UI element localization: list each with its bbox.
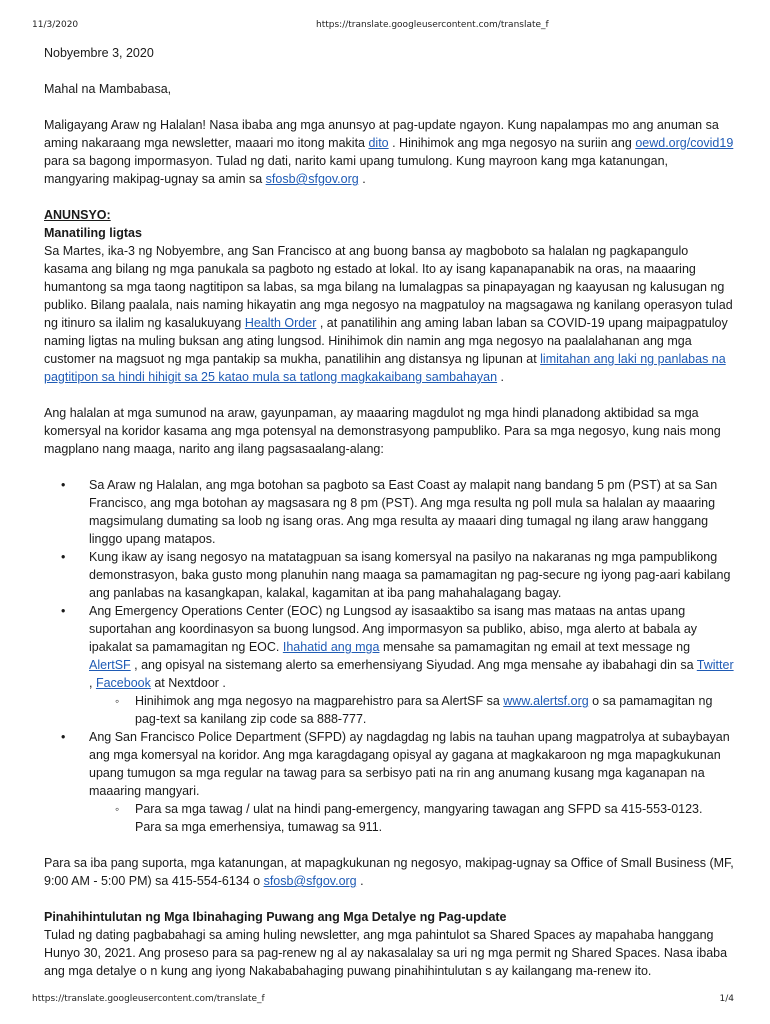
stay-safe-heading: Manatiling ligtas (44, 226, 142, 240)
contact-email-link[interactable]: sfosb@sfgov.org (265, 172, 359, 186)
announcements-heading: ANUNSYO: (44, 208, 111, 222)
non-emergency-text: Para sa mga tawag / ulat na hindi pang-emergency, mangyaring tawagan ang SFPD sa 415-553-0123. (135, 802, 703, 816)
support-text-1: Para sa iba pang suporta, mga katanungan, at mapagkukunan ng negosyo, makipag-ugnay sa Office of Small Business (MF, 9:00 AM - 5:00 PM) sa 415-554-6134 o (44, 856, 734, 888)
shared-spaces-paragraph: Tulad ng dating pagbabahagi sa aming huling newsletter, ang mga pahintulot sa Shared Spaces ay mapahaba hanggang Hunyo 30, 2021. Ang proseso para sa pag-renew ng al ay nakasalalay sa uri ng mga permit ng Shared Spaces. Nasa ibaba ang mga detalye o n kung ang iyong Nakababahaging puwang pinahihintulutan s ay kailangang ma-renew ito. (44, 928, 728, 978)
register-text-2: o sa pamamagitan ng pag-text sa kanilang zip code sa 888-777. (135, 694, 713, 726)
safe-text-2: , at panatilihin ang aming laban laban sa COVID-19 upang maipagpatuloy naming ligtas na muling buksan ang ating lungsod. Hinihimok din namin ang mga negosyo na paalalahanan ang mga customer na magsuot ng mga pantakip sa mukha, panatilihin ang distansya ng lipunan at (44, 316, 728, 366)
page-number: 1/4 (719, 994, 734, 1004)
support-paragraph (44, 854, 734, 890)
letter-date: Nobyembre 3, 2020 (44, 46, 154, 60)
intro-text-3: para sa bagong impormasyon. Tulad ng dati, narito kami upang tumulong. Kung mayroon kang mga katanungan, mangyaring makipag-ugnay sa amin sa (44, 154, 669, 186)
list-item-secure-property: • Kung ikaw ay isang negosyo na matatagpuan sa isang komersyal na pasilyo na nakaranas ng mga pampublikong demonstrasyon, baka gusto mong planuhin nang maaga sa pamamagitan ng pag-secure ng iyong pag-aari kabilang ang panlabas na kasangkapan, kalakal, kagamitan at iba pang mahahalagang bagay. (44, 548, 734, 602)
print-url: https://translate.googleusercontent.com/translate_f (316, 20, 549, 30)
print-date: 11/3/2020 (32, 20, 79, 30)
support-email-link[interactable]: sfosb@sfgov.org (263, 874, 357, 888)
intro-text-1: Maligayang Araw ng Halalan! Nasa ibaba ang mga anunsyo at pag-update ngayon. Kung napalampas mo ang anuman sa aming nakaraang mga newsletter, maaari mo itong makita (44, 118, 719, 150)
intro-paragraph (44, 116, 734, 188)
safe-text-1: Sa Martes, ika-3 ng Nobyembre, ang San Francisco at ang buong bansa ay magboboto sa halalan ng pagkapangulo kasama ang bilang ng mga panukala sa pagboto ng estado at lokal. Ito ay isang kapanapanabik na oras, na maaaring humantong sa mga taong nagtitipon sa labas, sa mga bilang na lumalagpas sa pinapayagan ng kaayusan ng kalusugan ng publiko. Bilang paalala, nais naming hikayatin ang mga negosyo na magpatuloy na magsagawa ng kanilang operasyon tulad ng itinuro sa ilalim ng kasalukuyang (44, 244, 733, 330)
footer-url: https://translate.googleusercontent.com/translate_f (32, 994, 265, 1004)
facebook-link[interactable]: Facebook (95, 676, 151, 690)
support-text-2: . (356, 874, 364, 888)
sfpd-text: Ang San Francisco Police Department (SFPD) ay nagdagdag ng labis na tauhan upang magpatrolya at subaybayan ang mga komersyal na koridor. Ang mga karagdagang opisyal ay gagana at magkakaroon ng mga mapagkukunan upang tumugon sa mga regular na tawag para sa serbisyo pati na rin ang anumang kusang mga kaganapan na maaaring mangyari. (89, 730, 730, 798)
disruption-paragraph: Ang halalan at mga sumunod na araw, gayunpaman, ay maaaring magdulot ng mga hindi planadong aktibidad sa mga komersyal na koridor kasama ang mga potensyal na demonstrasyong pampubliko. Para sa mga negosyo, kung nais mong magplano nang maaga, narito ang ilang pagsasaalang-alang: (44, 406, 721, 456)
eoc-sublist (89, 692, 734, 728)
considerations-list (44, 476, 734, 836)
messages-link[interactable]: Ihahatid ang mga (282, 640, 380, 654)
shared-spaces-heading: Pinahihintulutan ng Mga Ibinahaging Puwang ang Mga Detalye ng Pag-update (44, 910, 507, 924)
alertsf-link[interactable]: AlertSF (89, 658, 131, 672)
sublist-item-register (89, 692, 734, 728)
newsletter-archive-link[interactable]: dito (368, 136, 389, 150)
register-text-1: Hinihimok ang mga negosyo na magparehistro para sa AlertSF sa (135, 694, 504, 708)
safe-text-3: . (497, 370, 505, 384)
intro-text-2: . Hinihimok ang mga negosyo na suriin ang (388, 136, 636, 150)
intro-text-4: . (358, 172, 366, 186)
twitter-link[interactable]: Twitter (696, 658, 734, 672)
health-order-link[interactable]: Health Order (244, 316, 317, 330)
eoc-text-3: , ang opisyal na sistemang alerto sa emerhensiyang Siyudad. Ang mga mensahe ay ibabahagi din sa (130, 658, 697, 672)
sublist-item-non-emergency (89, 800, 734, 836)
letter-salutation: Mahal na Mambabasa, (44, 82, 172, 96)
eoc-text-1: Ang Emergency Operations Center (EOC) ng Lungsod ay isasaaktibo sa isang mas mataas na antas upang suportahan ang koordinasyon sa buong lungsod. Ang impormasyon sa publiko, abiso, mga alerto at babala ay ipakalat sa pamamagitan ng EOC. (89, 604, 698, 654)
letter-body (44, 44, 734, 980)
alertsf-site-link[interactable]: www.alertsf.org (503, 694, 589, 708)
oewd-covid-link[interactable]: oewd.org/covid19 (635, 136, 734, 150)
gathering-limit-link[interactable]: limitahan ang laki ng panlabas na pagtitipon sa hindi hihigit sa 25 katao mula sa tatlong magkakaibang sambahayan (44, 352, 726, 384)
stay-safe-paragraph (44, 242, 734, 386)
list-item-poll-times: • Sa Araw ng Halalan, ang mga botohan sa pagboto sa East Coast ay malapit nang bandang 5 pm (PST) at sa San Francisco, ang mga botohan ay magsasara ng 8 pm (PST). Ang mga resulta ng poll mula sa halalan ay maaaring magsimulang dumating sa loob ng isang oras. Ang mga resulta ay maaari ding tumagal ng ilang araw hanggang linggo upang matapos. (44, 476, 734, 548)
list-item-eoc (44, 602, 734, 728)
list-item-sfpd (44, 728, 734, 836)
sfpd-sublist (89, 800, 734, 836)
eoc-text-2: mensahe sa pamamagitan ng email at text message ng (379, 640, 691, 654)
eoc-text-5: at Nextdoor . (150, 676, 226, 690)
eoc-text-4: , (89, 676, 96, 690)
emergency-text: Para sa mga emerhensiya, tumawag sa 911. (135, 820, 383, 834)
